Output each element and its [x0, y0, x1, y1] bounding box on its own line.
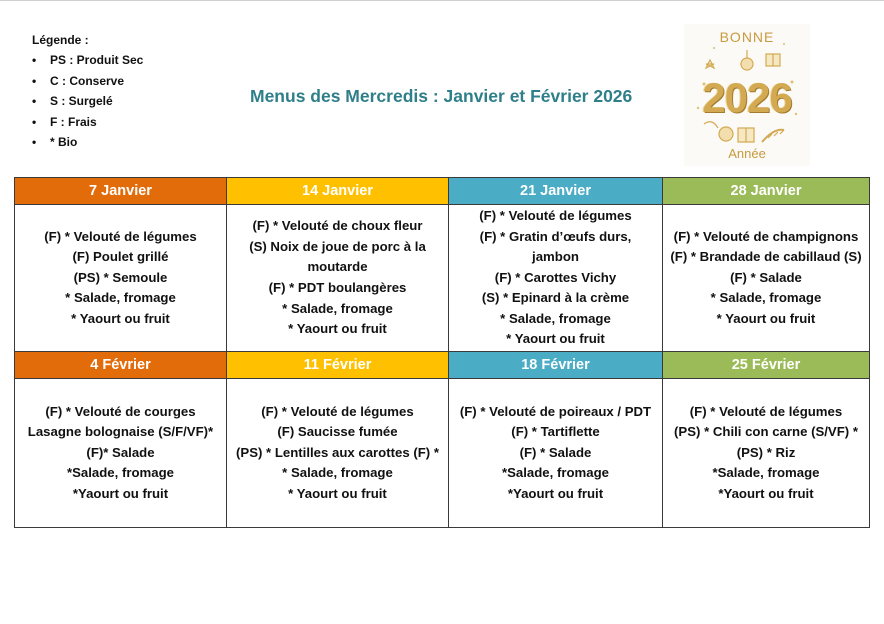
menu-item: *Salade, fromage	[66, 465, 174, 481]
badge-top-text: BONNE	[719, 29, 775, 45]
menu-item: (F) * Velouté de poireaux / PDT	[459, 403, 652, 419]
menu-cell	[227, 379, 449, 528]
menu-item: * Yaourt ou fruit	[288, 321, 387, 337]
menu-cell	[15, 205, 227, 352]
menu-item: * Salade, fromage	[500, 310, 611, 326]
menu-item: (F) * Velouté de courges	[45, 403, 196, 419]
menu-item: (F) * Salade	[519, 444, 592, 460]
menu-cell	[449, 379, 663, 528]
menu-item: (F) * PDT boulangères	[268, 280, 407, 295]
legend	[32, 30, 143, 152]
menu-cell	[449, 205, 663, 352]
menu-item: *Yaourt ou fruit	[72, 485, 169, 501]
legend-title: Légende :	[32, 33, 89, 47]
menu-table	[14, 177, 870, 528]
menu-item: * Salade, fromage	[282, 300, 393, 316]
legend-item: • * Bio	[50, 132, 143, 152]
legend-list	[32, 50, 143, 152]
date-header: 11 Février	[227, 352, 449, 379]
menu-item: (PS) * Riz	[736, 444, 796, 460]
menu-item: (F) * Velouté de légumes	[261, 403, 414, 419]
menu-cell	[663, 379, 870, 528]
date-header: 25 Février	[663, 352, 870, 379]
new-year-badge-image	[684, 24, 810, 166]
menu-item: (S) Noix de joue de porc à la moutarde	[249, 238, 426, 275]
menu-item: (F) * Tartiflette	[511, 424, 600, 440]
menu-item: (F) * Carottes Vichy	[494, 269, 617, 285]
menu-item: (F) Saucisse fumée	[277, 424, 398, 440]
header-row-february	[15, 352, 870, 379]
date-header: 28 Janvier	[663, 178, 870, 205]
date-header: 21 Janvier	[449, 178, 663, 205]
badge-year: 2026	[702, 74, 792, 121]
page-title: Menus des Mercredis : Janvier et Février 2026	[250, 86, 633, 106]
menu-item: (S) * Epinard à la crème	[481, 290, 630, 306]
legend-item: • S : Surgelé	[50, 91, 143, 111]
menu-item: * Salade, fromage	[710, 290, 822, 306]
menu-item: (F) * Velouté de choux fleur	[252, 218, 423, 234]
header-row-january	[15, 178, 870, 205]
menu-item: (F) * Salade	[730, 269, 802, 285]
menu-item: (F) Poulet grillé	[72, 249, 169, 265]
menu-item: *Yaourt ou fruit	[507, 485, 604, 501]
date-header: 4 Février	[15, 352, 227, 379]
menu-cell	[663, 205, 870, 352]
menu-row-january	[15, 205, 870, 352]
menu-row-february	[15, 379, 870, 528]
legend-item: • C : Conserve	[50, 71, 143, 91]
menu-item: (PS) * Semoule	[73, 269, 168, 285]
menu-item: (F) * Velouté de légumes	[689, 403, 843, 419]
menu-item: *Salade, fromage	[501, 465, 609, 481]
date-header: 18 Février	[449, 352, 663, 379]
menu-item: * Salade, fromage	[282, 465, 393, 481]
date-header: 14 Janvier	[227, 178, 449, 205]
date-header: 7 Janvier	[15, 178, 227, 205]
menu-cell	[227, 205, 449, 352]
menu-item: * Salade, fromage	[65, 290, 176, 306]
menu-item: * Yaourt ou fruit	[71, 310, 170, 326]
menu-item: (F) * Velouté de légumes	[44, 228, 197, 244]
menu-item: (PS) * Chili con carne (S/VF) *	[674, 424, 858, 440]
legend-item: • F : Frais	[50, 112, 143, 132]
menu-item: (F) * Gratin d’œufs durs, jambon	[479, 228, 632, 265]
menu-item: *Salade, fromage	[712, 465, 820, 481]
menu-item: (PS) * Lentilles aux carottes (F) *	[236, 444, 439, 460]
menu-item: (F) * Brandade de cabillaud (S)	[670, 249, 862, 265]
badge-bottom-text: Année	[728, 146, 766, 161]
menu-item: (F)* Salade	[86, 444, 155, 460]
legend-item: • PS : Produit Sec	[50, 50, 143, 70]
menu-item: (F) * Velouté de champignons	[673, 228, 859, 244]
menu-item: * Yaourt ou fruit	[288, 485, 387, 501]
menu-item: (F) * Velouté de légumes	[479, 207, 632, 223]
top-rule	[0, 0, 884, 1]
menu-item: * Yaourt ou fruit	[716, 310, 816, 326]
menu-item: * Yaourt ou fruit	[506, 331, 605, 347]
menu-item: *Yaourt ou fruit	[718, 485, 814, 501]
menu-item: Lasagne bolognaise (S/F/VF)*	[27, 424, 214, 440]
menu-cell	[15, 379, 227, 528]
